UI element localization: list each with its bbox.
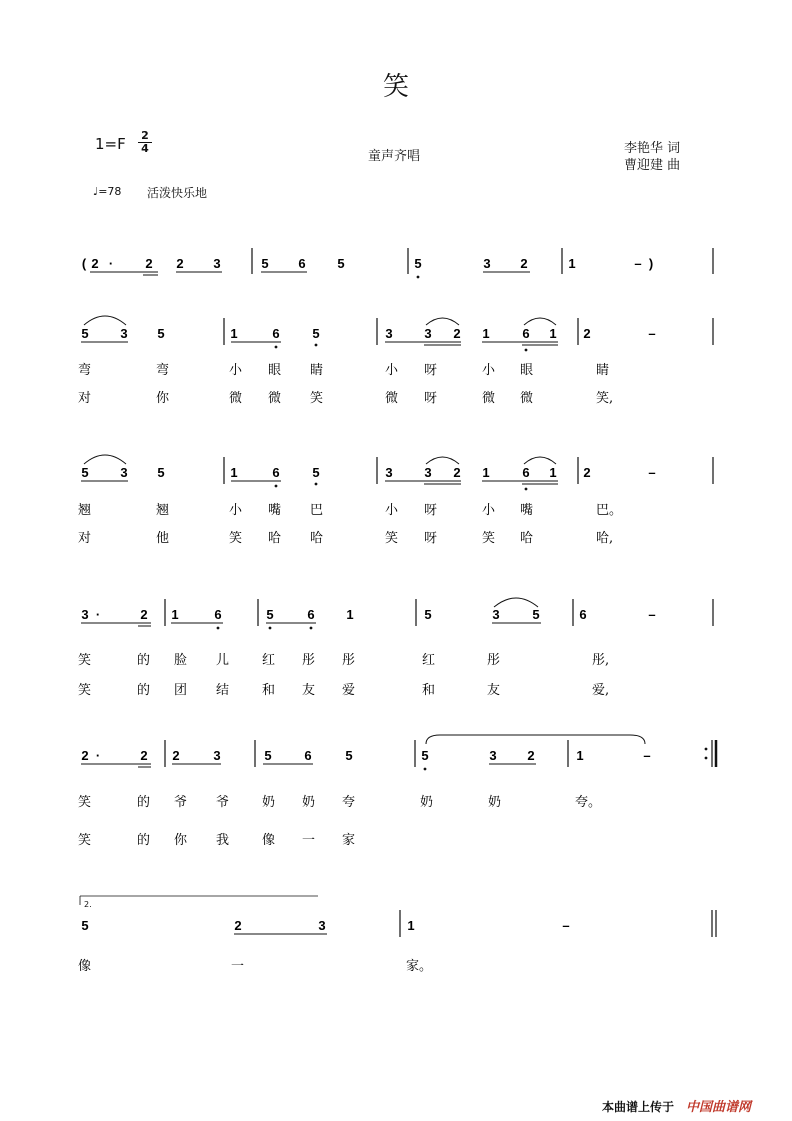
lyric-syllable: 哈, [596,531,614,546]
note: 5 [261,256,269,271]
note: 2 [234,918,242,933]
lyric-syllable: 的 [137,653,151,668]
lyric-syllable: 脸 [174,653,188,668]
note: 2 [520,256,528,271]
score-lyrics [78,362,622,974]
lyric-syllable: 奶 [420,795,434,810]
lyric-syllable: 小 [385,363,399,378]
volta-label: 2. [84,900,92,909]
note: 5 [266,607,274,622]
note: 3 [120,326,128,341]
footer-text: 本曲谱上传于 [602,1100,675,1114]
lyric-syllable: 笑 [78,833,92,848]
lyric-syllable: 翘 [78,503,92,518]
note: 1 [482,465,490,480]
note: 1 [482,326,490,341]
note: ) [648,256,654,271]
lyric-syllable: 结 [216,683,230,698]
note: 3 [120,465,128,480]
note: 3 [213,256,221,271]
lyric-syllable: 呀 [424,503,438,518]
note: 3 [489,748,497,763]
note: 6 [307,607,315,622]
lyric-syllable: 爷 [174,795,188,810]
performance-note: 童声齐唱 [368,149,421,164]
note: 6 [214,607,222,622]
octave-dot [417,276,420,279]
lyric-syllable: 笑, [596,391,614,406]
score-notes [81,256,655,933]
octave-dot [705,757,708,760]
lyric-syllable: 微 [268,391,282,406]
note: 3 [424,465,432,480]
note: 3 [483,256,491,271]
lyric-syllable: 一 [231,959,245,974]
lyric-syllable: 哈 [520,531,534,546]
note: 2 [583,326,591,341]
note: 2 [140,607,148,622]
lyric-syllable: 哈 [268,531,282,546]
note: – [643,748,651,763]
lyric-syllable: 夸。 [575,795,602,810]
lyric-syllable: 巴 [310,503,324,518]
lyric-syllable: 巴。 [596,503,623,518]
lyric-syllable: 微 [229,391,243,406]
octave-dot [315,483,318,486]
lyric-syllable: 的 [137,795,151,810]
lyricist-credit: 李艳华 词 [624,141,681,156]
note: · [108,256,114,271]
note: 1 [230,465,238,480]
note: 3 [492,607,500,622]
lyric-syllable: 对 [78,391,92,406]
lyric-syllable: 奶 [302,795,316,810]
lyric-syllable: 微 [520,391,534,406]
lyric-syllable: 小 [482,503,496,518]
lyric-syllable: 家。 [406,959,433,974]
note: 5 [424,607,432,622]
note: 5 [312,465,320,480]
note: 5 [81,465,89,480]
note: 2 [453,326,461,341]
note: 3 [318,918,326,933]
lyric-syllable: 笑 [385,531,399,546]
note: – [648,607,656,622]
note: 6 [522,326,530,341]
lyric-syllable: 小 [229,503,243,518]
note: 5 [414,256,422,271]
song-title: 笑 [382,72,409,102]
lyric-syllable: 你 [156,391,170,406]
note: 5 [312,326,320,341]
composer-credit: 曹迎建 曲 [624,158,681,173]
slur [494,598,538,607]
lyric-syllable: 红 [422,653,436,668]
key-signature: 1=F [95,135,126,153]
lyric-syllable: 眼 [268,363,282,378]
lyric-syllable: 小 [229,363,243,378]
lyric-syllable: 对 [78,531,92,546]
note: 2 [583,465,591,480]
lyric-syllable: 友 [487,683,501,698]
octave-dot [315,344,318,347]
lyric-syllable: 睛 [310,363,324,378]
meter-top: 2 [141,129,149,142]
note: 5 [345,748,353,763]
octave-dot [525,488,528,491]
slur [84,316,126,325]
note: 1 [230,326,238,341]
note: 2 [453,465,461,480]
note: 5 [337,256,345,271]
lyric-syllable: 笑 [310,391,324,406]
note: 1 [346,607,354,622]
note: – [634,256,642,271]
lyric-syllable: 睛 [596,363,610,378]
note: · [95,607,101,622]
lyric-syllable: 一 [302,833,316,848]
note: ( [81,256,87,271]
note: 1 [549,326,557,341]
lyric-syllable: 奶 [262,795,276,810]
slur [426,735,645,744]
lyric-syllable: 小 [385,503,399,518]
note: 3 [424,326,432,341]
lyric-syllable: 和 [422,683,436,698]
note: 2 [140,748,148,763]
lyric-syllable: 翘 [156,503,170,518]
lyric-syllable: 像 [262,833,276,848]
lyric-syllable: 呀 [424,391,438,406]
lyric-syllable: 红 [262,653,276,668]
expression-marking: 活泼快乐地 [147,186,208,200]
lyric-syllable: 笑 [482,531,496,546]
note: 6 [522,465,530,480]
lyric-syllable: 的 [137,683,151,698]
slur [524,457,556,464]
lyric-syllable: 爱, [592,683,610,698]
note: 2 [91,256,99,271]
note: 3 [81,607,89,622]
octave-dot [705,748,708,751]
note: 6 [272,326,280,341]
tempo-marking: ♩=78 [93,185,122,198]
lyric-syllable: 微 [385,391,399,406]
lyric-syllable: 彤 [302,653,316,668]
lyric-syllable: 嘴 [268,503,282,518]
note: – [648,465,656,480]
lyric-syllable: 哈 [310,531,324,546]
lyric-syllable: 友 [302,683,316,698]
note: 5 [264,748,272,763]
note: 5 [157,326,165,341]
note: – [562,918,570,933]
lyric-syllable: 家 [342,833,356,848]
note: 2 [172,748,180,763]
note: 2 [176,256,184,271]
octave-dot [275,485,278,488]
lyric-syllable: 我 [216,833,230,848]
octave-dot [525,349,528,352]
lyric-syllable: 夸 [342,795,356,810]
note: 1 [407,918,415,933]
note: 5 [157,465,165,480]
lyric-syllable: 小 [482,363,496,378]
lyric-syllable: 笑 [78,683,92,698]
lyric-syllable: 奶 [488,795,502,810]
octave-dot [424,768,427,771]
octave-dot [310,627,313,630]
lyric-syllable: 彤 [487,653,501,668]
lyric-syllable: 彤 [342,653,356,668]
lyric-syllable: 笑 [78,795,92,810]
note: 2 [527,748,535,763]
note: 5 [532,607,540,622]
lyric-syllable: 爷 [216,795,230,810]
lyric-syllable: 弯 [78,363,92,378]
octave-dot [217,627,220,630]
note: 3 [385,465,393,480]
note: 1 [568,256,576,271]
note: 1 [576,748,584,763]
slur [84,455,126,464]
note: 6 [579,607,587,622]
slur [524,318,556,325]
lyric-syllable: 笑 [78,653,92,668]
lyric-syllable: 微 [482,391,496,406]
slur [426,457,459,464]
lyric-syllable: 和 [262,683,276,698]
lyric-syllable: 彤, [592,653,610,668]
note: 6 [298,256,306,271]
note: 5 [421,748,429,763]
slur [426,318,459,325]
note: 2 [145,256,153,271]
lyric-syllable: 笑 [229,531,243,546]
note: 5 [81,918,89,933]
lyric-syllable: 你 [174,833,188,848]
site-logo: 中国曲谱网 [686,1100,752,1115]
lyric-syllable: 眼 [520,363,534,378]
lyric-syllable: 爱 [342,683,356,698]
note: 6 [272,465,280,480]
lyric-syllable: 呀 [424,363,438,378]
octave-dot [275,346,278,349]
note: · [95,748,101,763]
lyric-syllable: 像 [78,959,92,974]
lyric-syllable: 他 [156,531,170,546]
note: – [648,326,656,341]
octave-dot [269,627,272,630]
meter-bottom: 4 [138,142,152,155]
note: 6 [304,748,312,763]
note: 1 [171,607,179,622]
lyric-syllable: 儿 [216,653,230,668]
note: 3 [385,326,393,341]
lyric-syllable: 弯 [156,363,170,378]
note: 5 [81,326,89,341]
note: 1 [549,465,557,480]
note: 3 [213,748,221,763]
note: 2 [81,748,89,763]
lyric-syllable: 嘴 [520,503,534,518]
lyric-syllable: 团 [174,683,188,698]
lyric-syllable: 呀 [424,531,438,546]
lyric-syllable: 的 [137,833,151,848]
